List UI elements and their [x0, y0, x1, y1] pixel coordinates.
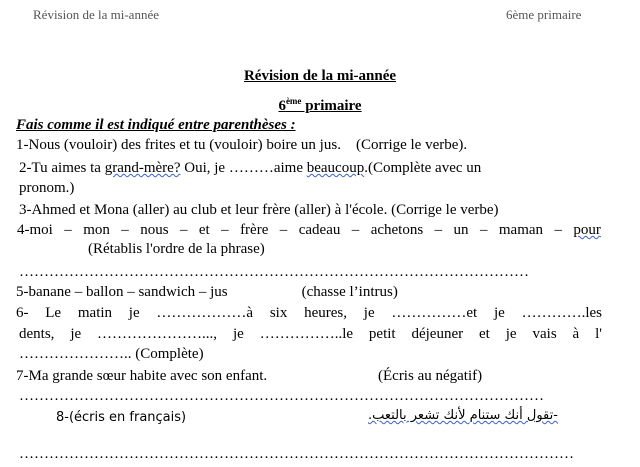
question-7-hint: (Écris au négatif) [378, 368, 483, 384]
question-4-answer-line: ………………………………………………………………………………………… [19, 264, 529, 280]
header-left: Révision de la mi-année [33, 7, 159, 22]
question-7: 7-Ma grande sœur habite avec son enfant. [16, 368, 268, 384]
question-4-word: – [179, 222, 188, 238]
question-6-line3: ………………….. (Complète) [19, 346, 204, 362]
question-4-word: 4-moi [17, 222, 53, 238]
question-4-word: nous [140, 222, 169, 238]
question-2-line2: pronom.) [19, 180, 75, 196]
question-4-word: – [279, 222, 288, 238]
question-4-word: cadeau [298, 222, 341, 238]
question-4-word: mon [83, 222, 110, 238]
question-3: 3-Ahmed et Mona (aller) au club et leur frère (aller) à l'école. (Corrige le verbe) [19, 202, 499, 218]
question-5: 5-banane – ballon – sandwich – jus (chasse l’intrus) [16, 284, 398, 300]
question-4-word: frère [240, 222, 269, 238]
question-4-hint: (Rétablis l'ordre de la phrase) [88, 241, 265, 257]
page-title: Révision de la mi-année [243, 68, 397, 84]
page-subtitle: 6ème primaire [278, 96, 362, 114]
question-7-answer-line: …………………………………………………………………………………………… [19, 388, 544, 404]
question-1: 1-Nous (vouloir) des frites et tu (vouloir) boire un jus. (Corrige le verbe). [16, 137, 468, 153]
question-4-word: – [554, 222, 562, 238]
question-4-word: et [198, 222, 210, 238]
question-4-word: achetons [370, 222, 424, 238]
question-4-word: – [121, 222, 129, 238]
question-4-word: – [351, 222, 360, 238]
question-4-word: – [64, 222, 72, 238]
question-4-word: pour [573, 222, 601, 238]
question-4-word: – [479, 222, 488, 238]
question-8-arabic: -تقول أنك ستنام لأنك تشعر بالتعب. [368, 408, 558, 423]
instruction: Fais comme il est indiqué entre parenthèses : [16, 117, 296, 133]
question-4-word: – [434, 222, 443, 238]
question-4-word: maman [498, 222, 544, 238]
question-6-line2: dents, je …………………..., je ……………..le petit déjeuner et je vais à l' [19, 326, 602, 342]
question-4 [17, 222, 601, 239]
question-4-word: un [453, 222, 469, 238]
question-8-answer-line: ………………………………………………………………………………………………… [19, 446, 574, 462]
question-6-line1: 6- Le matin je ………………à six heures, je ……………et je ………….les [16, 305, 602, 321]
question-2: 2-Tu aimes ta grand-mère? Oui, je ………aime beaucoup.(Complète avec un [19, 160, 482, 176]
question-8-label: 8-(écris en français) [56, 410, 187, 425]
question-4-word: – [221, 222, 229, 238]
header-right: 6ème primaire [506, 7, 582, 22]
